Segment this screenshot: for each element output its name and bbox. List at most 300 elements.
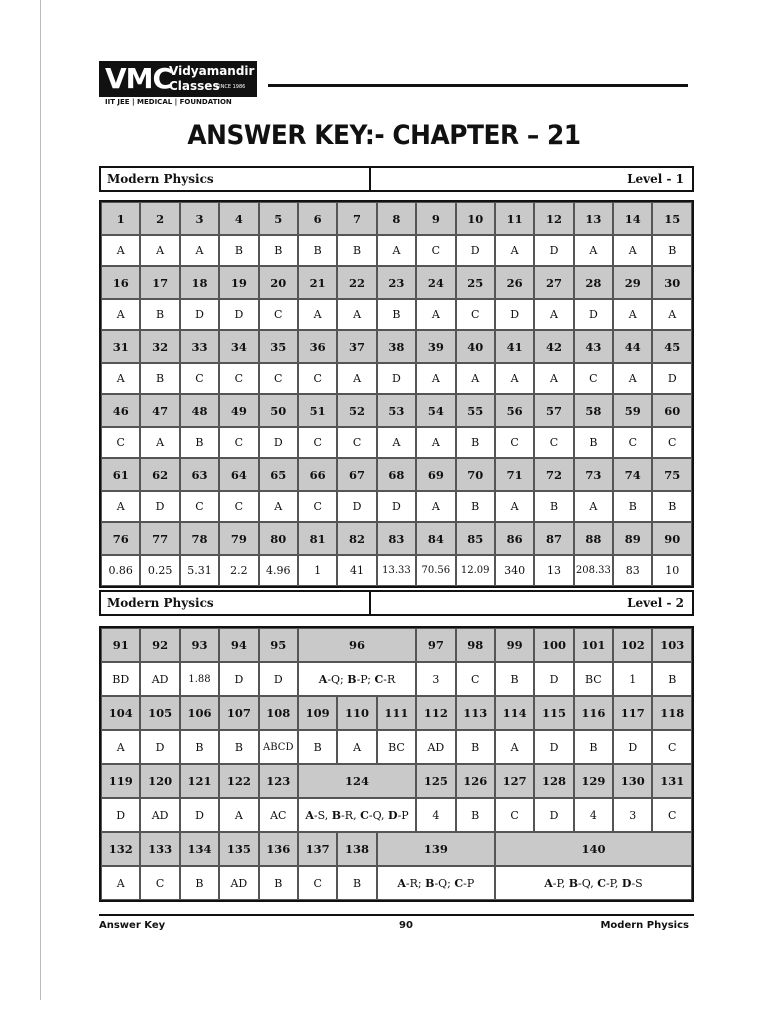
- question-number-cell: 87: [534, 522, 573, 555]
- answer-cell: A: [101, 866, 140, 900]
- question-number-cell: 122: [219, 764, 258, 798]
- question-number-cell: 77: [140, 522, 179, 555]
- question-number-cell: 95: [259, 628, 298, 662]
- answer-cell: C: [298, 427, 337, 458]
- answer-row: [101, 798, 692, 832]
- question-number-cell: 99: [495, 628, 534, 662]
- question-number-cell: 112: [416, 696, 455, 730]
- question-number-cell: 114: [495, 696, 534, 730]
- answer-cell: C: [652, 730, 692, 764]
- level2-section-header: [99, 590, 694, 616]
- answer-cell: B: [298, 730, 337, 764]
- question-number-cell: 111: [377, 696, 416, 730]
- answer-cell: D: [534, 730, 573, 764]
- question-number-cell: 84: [416, 522, 455, 555]
- answer-cell: A: [416, 427, 455, 458]
- question-number-cell: 139: [377, 832, 495, 866]
- question-number-cell: 93: [180, 628, 219, 662]
- answer-cell: 13: [534, 555, 573, 586]
- question-number-cell: 44: [613, 330, 652, 363]
- question-number-cell: 29: [613, 266, 652, 299]
- answer-cell: C: [652, 427, 692, 458]
- logo-tagline: IIT JEE | MEDICAL | FOUNDATION: [105, 98, 232, 106]
- question-number-cell: 11: [495, 202, 534, 235]
- question-number-cell: 36: [298, 330, 337, 363]
- question-number-cell: 61: [101, 458, 140, 491]
- answer-cell: A: [416, 299, 455, 330]
- question-number-cell: 72: [534, 458, 573, 491]
- question-number-cell: 56: [495, 394, 534, 427]
- answer-cell: C: [180, 363, 219, 394]
- question-row: [101, 394, 692, 427]
- question-number-cell: 132: [101, 832, 140, 866]
- answer-row: [101, 235, 692, 266]
- answer-cell: B: [456, 427, 495, 458]
- logo-name-line2: Classes: [169, 79, 220, 93]
- answer-cell: D: [140, 730, 179, 764]
- answer-cell: C: [534, 427, 573, 458]
- answer-row: [101, 491, 692, 522]
- question-number-cell: 130: [613, 764, 652, 798]
- question-row: [101, 764, 692, 798]
- question-number-cell: 23: [377, 266, 416, 299]
- answer-cell: A: [574, 235, 613, 266]
- answer-cell: B: [456, 798, 495, 832]
- answer-cell: D: [140, 491, 179, 522]
- question-number-cell: 52: [337, 394, 376, 427]
- answer-cell: D: [377, 491, 416, 522]
- question-number-cell: 66: [298, 458, 337, 491]
- answer-cell: AD: [416, 730, 455, 764]
- question-number-cell: 49: [219, 394, 258, 427]
- answer-cell: A: [456, 363, 495, 394]
- question-number-cell: 12: [534, 202, 573, 235]
- level2-subject: Modern Physics: [101, 592, 371, 614]
- answer-cell: D: [574, 299, 613, 330]
- question-number-cell: 129: [574, 764, 613, 798]
- level1-subject: Modern Physics: [101, 168, 371, 190]
- answer-cell: A: [101, 363, 140, 394]
- question-number-cell: 30: [652, 266, 692, 299]
- level2-label: Level - 2: [627, 596, 684, 610]
- answer-cell: B: [574, 730, 613, 764]
- footer-page-number: 90: [399, 920, 413, 931]
- answer-cell: A: [613, 299, 652, 330]
- question-number-cell: 58: [574, 394, 613, 427]
- question-number-cell: 134: [180, 832, 219, 866]
- answer-cell: 4: [416, 798, 455, 832]
- answer-row: [101, 662, 692, 696]
- answer-cell: A: [101, 491, 140, 522]
- answer-cell: B: [219, 730, 258, 764]
- answer-cell: B: [259, 866, 298, 900]
- answer-cell: A: [613, 235, 652, 266]
- question-number-cell: 46: [101, 394, 140, 427]
- question-number-cell: 123: [259, 764, 298, 798]
- answer-cell: B: [337, 866, 376, 900]
- answer-cell: 3: [416, 662, 455, 696]
- question-number-cell: 106: [180, 696, 219, 730]
- question-number-cell: 40: [456, 330, 495, 363]
- answer-row: [101, 866, 692, 900]
- question-number-cell: 54: [416, 394, 455, 427]
- question-number-cell: 76: [101, 522, 140, 555]
- question-number-cell: 128: [534, 764, 573, 798]
- answer-cell: B: [534, 491, 573, 522]
- answer-cell: C: [180, 491, 219, 522]
- answer-cell: B: [613, 491, 652, 522]
- level2-answer-table: [99, 626, 694, 902]
- question-number-cell: 24: [416, 266, 455, 299]
- answer-cell: B: [652, 235, 692, 266]
- answer-cell: C: [101, 427, 140, 458]
- question-number-cell: 107: [219, 696, 258, 730]
- question-number-cell: 94: [219, 628, 258, 662]
- answer-cell: A: [337, 299, 376, 330]
- question-number-cell: 14: [613, 202, 652, 235]
- answer-cell: D: [180, 299, 219, 330]
- question-number-cell: 91: [101, 628, 140, 662]
- answer-cell: 13.33: [377, 555, 416, 586]
- question-number-cell: 101: [574, 628, 613, 662]
- answer-cell: 10: [652, 555, 692, 586]
- answer-cell: A: [534, 299, 573, 330]
- answer-cell: 208.33: [574, 555, 613, 586]
- answer-cell: A: [377, 235, 416, 266]
- question-number-cell: 63: [180, 458, 219, 491]
- header-rule: [268, 84, 688, 87]
- question-number-cell: 89: [613, 522, 652, 555]
- answer-cell: 4.96: [259, 555, 298, 586]
- question-number-cell: 21: [298, 266, 337, 299]
- answer-cell: C: [298, 363, 337, 394]
- question-number-cell: 43: [574, 330, 613, 363]
- answer-cell: A: [101, 730, 140, 764]
- answer-cell: D: [219, 299, 258, 330]
- answer-cell: B: [140, 363, 179, 394]
- question-number-cell: 22: [337, 266, 376, 299]
- vmc-logo: [99, 61, 257, 107]
- question-number-cell: 9: [416, 202, 455, 235]
- answer-cell: D: [259, 662, 298, 696]
- question-number-cell: 100: [534, 628, 573, 662]
- answer-cell: D: [652, 363, 692, 394]
- answer-cell: 3: [613, 798, 652, 832]
- answer-cell: D: [337, 491, 376, 522]
- answer-cell: 0.25: [140, 555, 179, 586]
- question-number-cell: 25: [456, 266, 495, 299]
- footer-right: Modern Physics: [600, 920, 689, 931]
- question-number-cell: 45: [652, 330, 692, 363]
- question-row: [101, 696, 692, 730]
- question-number-cell: 5: [259, 202, 298, 235]
- question-number-cell: 118: [652, 696, 692, 730]
- question-number-cell: 98: [456, 628, 495, 662]
- level1-label: Level - 1: [627, 172, 684, 186]
- answer-cell: D: [534, 662, 573, 696]
- question-number-cell: 18: [180, 266, 219, 299]
- question-number-cell: 83: [377, 522, 416, 555]
- answer-cell: A: [613, 363, 652, 394]
- question-number-cell: 19: [219, 266, 258, 299]
- answer-cell: D: [377, 363, 416, 394]
- question-number-cell: 65: [259, 458, 298, 491]
- logo-since: SINCE 1986: [216, 84, 246, 90]
- question-number-cell: 78: [180, 522, 219, 555]
- question-number-cell: 31: [101, 330, 140, 363]
- answer-cell: C: [574, 363, 613, 394]
- question-number-cell: 117: [613, 696, 652, 730]
- question-number-cell: 60: [652, 394, 692, 427]
- question-number-cell: 131: [652, 764, 692, 798]
- answer-cell: 4: [574, 798, 613, 832]
- question-number-cell: 42: [534, 330, 573, 363]
- question-number-cell: 88: [574, 522, 613, 555]
- answer-cell: AD: [219, 866, 258, 900]
- answer-cell: D: [101, 798, 140, 832]
- question-number-cell: 41: [495, 330, 534, 363]
- answer-cell: 2.2: [219, 555, 258, 586]
- answer-cell: A: [377, 427, 416, 458]
- answer-cell: B: [259, 235, 298, 266]
- answer-cell: A: [337, 730, 376, 764]
- question-number-cell: 62: [140, 458, 179, 491]
- question-number-cell: 80: [259, 522, 298, 555]
- answer-cell: D: [219, 662, 258, 696]
- question-number-cell: 70: [456, 458, 495, 491]
- answer-cell: A: [495, 491, 534, 522]
- answer-cell: A: [495, 363, 534, 394]
- question-number-cell: 85: [456, 522, 495, 555]
- answer-cell: D: [534, 235, 573, 266]
- match-answer-cell: A-R; B-Q; C-P: [377, 866, 495, 900]
- answer-cell: C: [456, 662, 495, 696]
- answer-cell: D: [495, 299, 534, 330]
- question-number-cell: 126: [456, 764, 495, 798]
- question-number-cell: 110: [337, 696, 376, 730]
- answer-cell: AC: [259, 798, 298, 832]
- answer-row: [101, 555, 692, 586]
- answer-cell: C: [337, 427, 376, 458]
- answer-cell: C: [259, 299, 298, 330]
- question-number-cell: 97: [416, 628, 455, 662]
- question-number-cell: 120: [140, 764, 179, 798]
- question-number-cell: 108: [259, 696, 298, 730]
- footer-left: Answer Key: [99, 920, 166, 931]
- answer-cell: A: [495, 730, 534, 764]
- question-number-cell: 113: [456, 696, 495, 730]
- question-number-cell: 71: [495, 458, 534, 491]
- question-number-cell: 17: [140, 266, 179, 299]
- answer-cell: AD: [140, 662, 179, 696]
- answer-cell: A: [652, 299, 692, 330]
- answer-cell: C: [219, 491, 258, 522]
- answer-cell: B: [456, 730, 495, 764]
- question-number-cell: 116: [574, 696, 613, 730]
- answer-cell: A: [534, 363, 573, 394]
- answer-cell: B: [652, 491, 692, 522]
- answer-cell: C: [298, 866, 337, 900]
- answer-cell: D: [180, 798, 219, 832]
- question-number-cell: 103: [652, 628, 692, 662]
- question-number-cell: 64: [219, 458, 258, 491]
- question-number-cell: 81: [298, 522, 337, 555]
- answer-cell: B: [140, 299, 179, 330]
- answer-cell: B: [574, 427, 613, 458]
- question-number-cell: 92: [140, 628, 179, 662]
- question-number-cell: 82: [337, 522, 376, 555]
- answer-cell: 41: [337, 555, 376, 586]
- answer-cell: AD: [140, 798, 179, 832]
- question-number-cell: 125: [416, 764, 455, 798]
- answer-cell: C: [495, 798, 534, 832]
- answer-cell: C: [259, 363, 298, 394]
- question-number-cell: 96: [298, 628, 416, 662]
- question-number-cell: 10: [456, 202, 495, 235]
- question-number-cell: 38: [377, 330, 416, 363]
- answer-cell: A: [140, 235, 179, 266]
- question-number-cell: 51: [298, 394, 337, 427]
- question-number-cell: 53: [377, 394, 416, 427]
- question-number-cell: 135: [219, 832, 258, 866]
- question-number-cell: 55: [456, 394, 495, 427]
- question-number-cell: 33: [180, 330, 219, 363]
- question-number-cell: 16: [101, 266, 140, 299]
- answer-cell: C: [298, 491, 337, 522]
- question-number-cell: 37: [337, 330, 376, 363]
- match-answer-cell: A-S, B-R, C-Q, D-P: [298, 798, 416, 832]
- question-number-cell: 26: [495, 266, 534, 299]
- question-number-cell: 68: [377, 458, 416, 491]
- answer-cell: B: [180, 730, 219, 764]
- answer-row: [101, 730, 692, 764]
- question-number-cell: 109: [298, 696, 337, 730]
- question-number-cell: 121: [180, 764, 219, 798]
- question-number-cell: 20: [259, 266, 298, 299]
- answer-cell: ABCD: [259, 730, 298, 764]
- question-number-cell: 7: [337, 202, 376, 235]
- question-number-cell: 124: [298, 764, 416, 798]
- level1-section-header: [99, 166, 694, 192]
- answer-cell: A: [298, 299, 337, 330]
- question-number-cell: 105: [140, 696, 179, 730]
- question-row: [101, 628, 692, 662]
- answer-cell: D: [456, 235, 495, 266]
- answer-cell: C: [613, 427, 652, 458]
- question-number-cell: 140: [495, 832, 692, 866]
- question-number-cell: 59: [613, 394, 652, 427]
- match-answer-cell: A-Q; B-P; C-R: [298, 662, 416, 696]
- question-row: [101, 522, 692, 555]
- question-number-cell: 28: [574, 266, 613, 299]
- logo-name-line1: Vidyamandir: [169, 64, 255, 78]
- answer-cell: D: [259, 427, 298, 458]
- question-number-cell: 73: [574, 458, 613, 491]
- question-number-cell: 74: [613, 458, 652, 491]
- question-number-cell: 136: [259, 832, 298, 866]
- question-number-cell: 119: [101, 764, 140, 798]
- question-number-cell: 86: [495, 522, 534, 555]
- question-number-cell: 115: [534, 696, 573, 730]
- question-number-cell: 27: [534, 266, 573, 299]
- answer-cell: A: [259, 491, 298, 522]
- answer-cell: D: [613, 730, 652, 764]
- answer-cell: A: [101, 235, 140, 266]
- answer-cell: A: [101, 299, 140, 330]
- question-number-cell: 3: [180, 202, 219, 235]
- answer-cell: BC: [574, 662, 613, 696]
- answer-cell: B: [180, 427, 219, 458]
- question-number-cell: 13: [574, 202, 613, 235]
- logo-brand: VMC: [105, 62, 173, 95]
- question-number-cell: 137: [298, 832, 337, 866]
- question-number-cell: 67: [337, 458, 376, 491]
- question-number-cell: 32: [140, 330, 179, 363]
- answer-cell: 12.09: [456, 555, 495, 586]
- answer-cell: A: [416, 491, 455, 522]
- answer-cell: A: [574, 491, 613, 522]
- answer-cell: C: [416, 235, 455, 266]
- answer-cell: A: [495, 235, 534, 266]
- question-number-cell: 2: [140, 202, 179, 235]
- answer-cell: 340: [495, 555, 534, 586]
- question-number-cell: 79: [219, 522, 258, 555]
- answer-cell: A: [140, 427, 179, 458]
- answer-cell: A: [180, 235, 219, 266]
- question-number-cell: 1: [101, 202, 140, 235]
- answer-cell: B: [652, 662, 692, 696]
- answer-cell: B: [180, 866, 219, 900]
- answer-cell: 1: [613, 662, 652, 696]
- question-number-cell: 75: [652, 458, 692, 491]
- question-number-cell: 48: [180, 394, 219, 427]
- answer-cell: BC: [377, 730, 416, 764]
- footer-rule: [99, 914, 694, 916]
- question-number-cell: 90: [652, 522, 692, 555]
- question-row: [101, 458, 692, 491]
- question-row: [101, 266, 692, 299]
- answer-cell: B: [298, 235, 337, 266]
- question-number-cell: 34: [219, 330, 258, 363]
- question-number-cell: 4: [219, 202, 258, 235]
- answer-cell: C: [219, 427, 258, 458]
- question-number-cell: 104: [101, 696, 140, 730]
- answer-cell: B: [337, 235, 376, 266]
- answer-cell: 70.56: [416, 555, 455, 586]
- question-number-cell: 8: [377, 202, 416, 235]
- question-number-cell: 35: [259, 330, 298, 363]
- question-row: [101, 832, 692, 866]
- question-number-cell: 138: [337, 832, 376, 866]
- answer-cell: A: [337, 363, 376, 394]
- question-number-cell: 127: [495, 764, 534, 798]
- answer-cell: D: [534, 798, 573, 832]
- question-number-cell: 57: [534, 394, 573, 427]
- answer-cell: 1: [298, 555, 337, 586]
- question-row: [101, 202, 692, 235]
- question-number-cell: 50: [259, 394, 298, 427]
- answer-cell: B: [495, 662, 534, 696]
- answer-cell: BD: [101, 662, 140, 696]
- question-row: [101, 330, 692, 363]
- question-number-cell: 102: [613, 628, 652, 662]
- answer-cell: 1.88: [180, 662, 219, 696]
- question-number-cell: 133: [140, 832, 179, 866]
- answer-cell: A: [219, 798, 258, 832]
- match-answer-cell: A-P, B-Q, C-P, D-S: [495, 866, 692, 900]
- level1-answer-table: [99, 200, 694, 588]
- answer-cell: C: [652, 798, 692, 832]
